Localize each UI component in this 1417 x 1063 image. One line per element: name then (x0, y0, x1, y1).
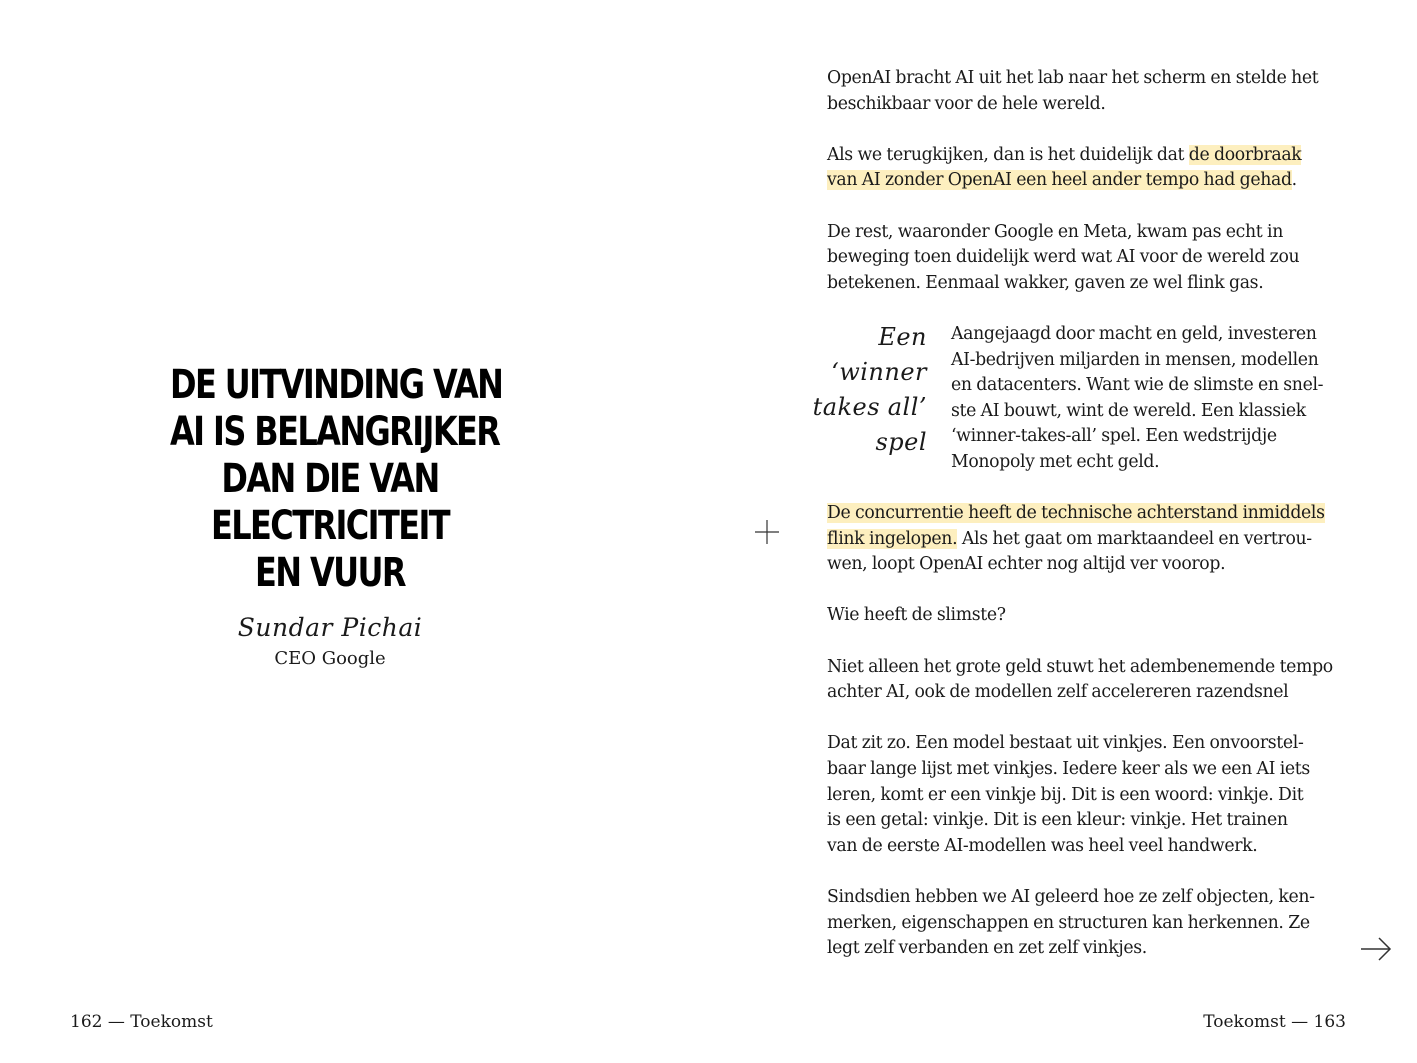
text-line (827, 168, 1357, 194)
quote-author-role: CEO Google (274, 648, 386, 669)
paragraph (827, 66, 1357, 117)
pullquote-line: spel (875, 427, 927, 456)
highlighted-text[interactable]: van AI zonder OpenAI een heel ander tempo had gehad (827, 170, 1292, 191)
pull-quote-block (130, 362, 530, 671)
highlighted-text[interactable]: de doorbraak (1188, 144, 1302, 165)
text-line: achter AI, ook de modellen zelf accelereren razendsnel (827, 682, 1289, 703)
text-line: betekenen. Eenmaal wakker, gaven ze wel flink gas. (827, 272, 1264, 293)
text-line: beweging toen duidelijk werd wat AI voor de wereld zou (827, 247, 1300, 268)
side-pullquote (787, 320, 927, 460)
paragraph (827, 731, 1357, 859)
text-line: merken, eigenschappen en structuren kan herkennen. Ze (827, 912, 1310, 933)
quote-headline-line: DE UITVINDING VAN (170, 362, 503, 408)
text-line: Dat zit zo. Een model bestaat uit vinkjes. Een onvoorstel- (827, 733, 1304, 754)
text-line: Aangejaagd door macht en geld, investeren (951, 323, 1317, 344)
quote-headline-line: ELECTRICITEIT (211, 503, 449, 549)
paragraph (827, 220, 1357, 297)
paragraph (827, 501, 1357, 578)
text-line: Monopoly met echt geld. (951, 451, 1160, 472)
pullquote-line: takes all’ (812, 392, 927, 421)
text-line: ‘winner-takes-all’ spel. Een wedstrijdje (951, 426, 1277, 447)
text-line (827, 527, 1357, 553)
text-line: OpenAI bracht AI uit het lab naar het scherm en stelde het (827, 68, 1319, 88)
quote-headline (170, 362, 503, 597)
highlighted-text[interactable]: De concurrentie heeft de technische achterstand inmiddels (827, 503, 1325, 524)
quote-author: Sundar Pichai (237, 613, 423, 642)
text-line: wen, loopt OpenAI echter nog altijd ver voorop. (827, 554, 1226, 575)
text-segment: Als het gaat om marktaandeel en vertrou- (957, 528, 1312, 549)
text-line: baar lange lijst met vinkjes. Iedere keer als we een AI iets (827, 759, 1310, 780)
paragraph (827, 603, 1357, 629)
paragraph (827, 143, 1357, 194)
text-line (827, 143, 1357, 169)
pullquote-line: Een (878, 322, 927, 351)
pullquote-row (812, 322, 1357, 476)
text-line (827, 501, 1357, 527)
pullquote-line: ‘winner (831, 357, 927, 386)
text-line: en datacenters. Want wie de slimste en snel- (951, 375, 1324, 396)
text-segment: . (1291, 170, 1297, 191)
body-text-column (812, 66, 1357, 987)
text-line: Wie heeft de slimste? (827, 605, 1006, 626)
text-line: van de eerste AI-modellen was heel veel handwerk. (827, 835, 1258, 856)
text-line: Niet alleen het grote geld stuwt het adembenemende tempo (827, 656, 1333, 677)
text-line: legt zelf verbanden en zet zelf vinkjes. (827, 938, 1147, 959)
paragraph (827, 655, 1357, 706)
text-segment: Als we terugkijken, dan is het duidelijk dat (827, 144, 1189, 165)
page-footer-right: Toekomst — 163 (1203, 1012, 1346, 1032)
text-line: De rest, waaronder Google en Meta, kwam pas echt in (827, 221, 1283, 242)
highlighted-text[interactable]: flink ingelopen. (827, 528, 958, 549)
plus-crosshair-icon (755, 520, 779, 544)
paragraph (827, 885, 1357, 962)
quote-headline-line: DAN DIE VAN (221, 456, 439, 502)
page-footer-left: 162 — Toekomst (70, 1012, 213, 1032)
text-line: AI-bedrijven miljarden in mensen, modellen (951, 349, 1319, 370)
text-line: Sindsdien hebben we AI geleerd hoe ze zelf objecten, ken- (827, 887, 1315, 907)
arrow-right-icon[interactable] (1360, 937, 1392, 961)
paragraph (951, 322, 1361, 476)
quote-headline-line: EN VUUR (255, 550, 405, 596)
text-line: is een getal: vinkje. Dit is een kleur: vinkje. Het trainen (827, 810, 1288, 831)
text-line: ste AI bouwt, wint de wereld. Een klassiek (951, 400, 1306, 421)
quote-headline-line: AI IS BELANGRIJKER (170, 409, 500, 455)
text-line: leren, komt er een vinkje bij. Dit is een woord: vinkje. Dit (827, 784, 1304, 805)
text-line: beschikbaar voor de hele wereld. (827, 93, 1106, 114)
